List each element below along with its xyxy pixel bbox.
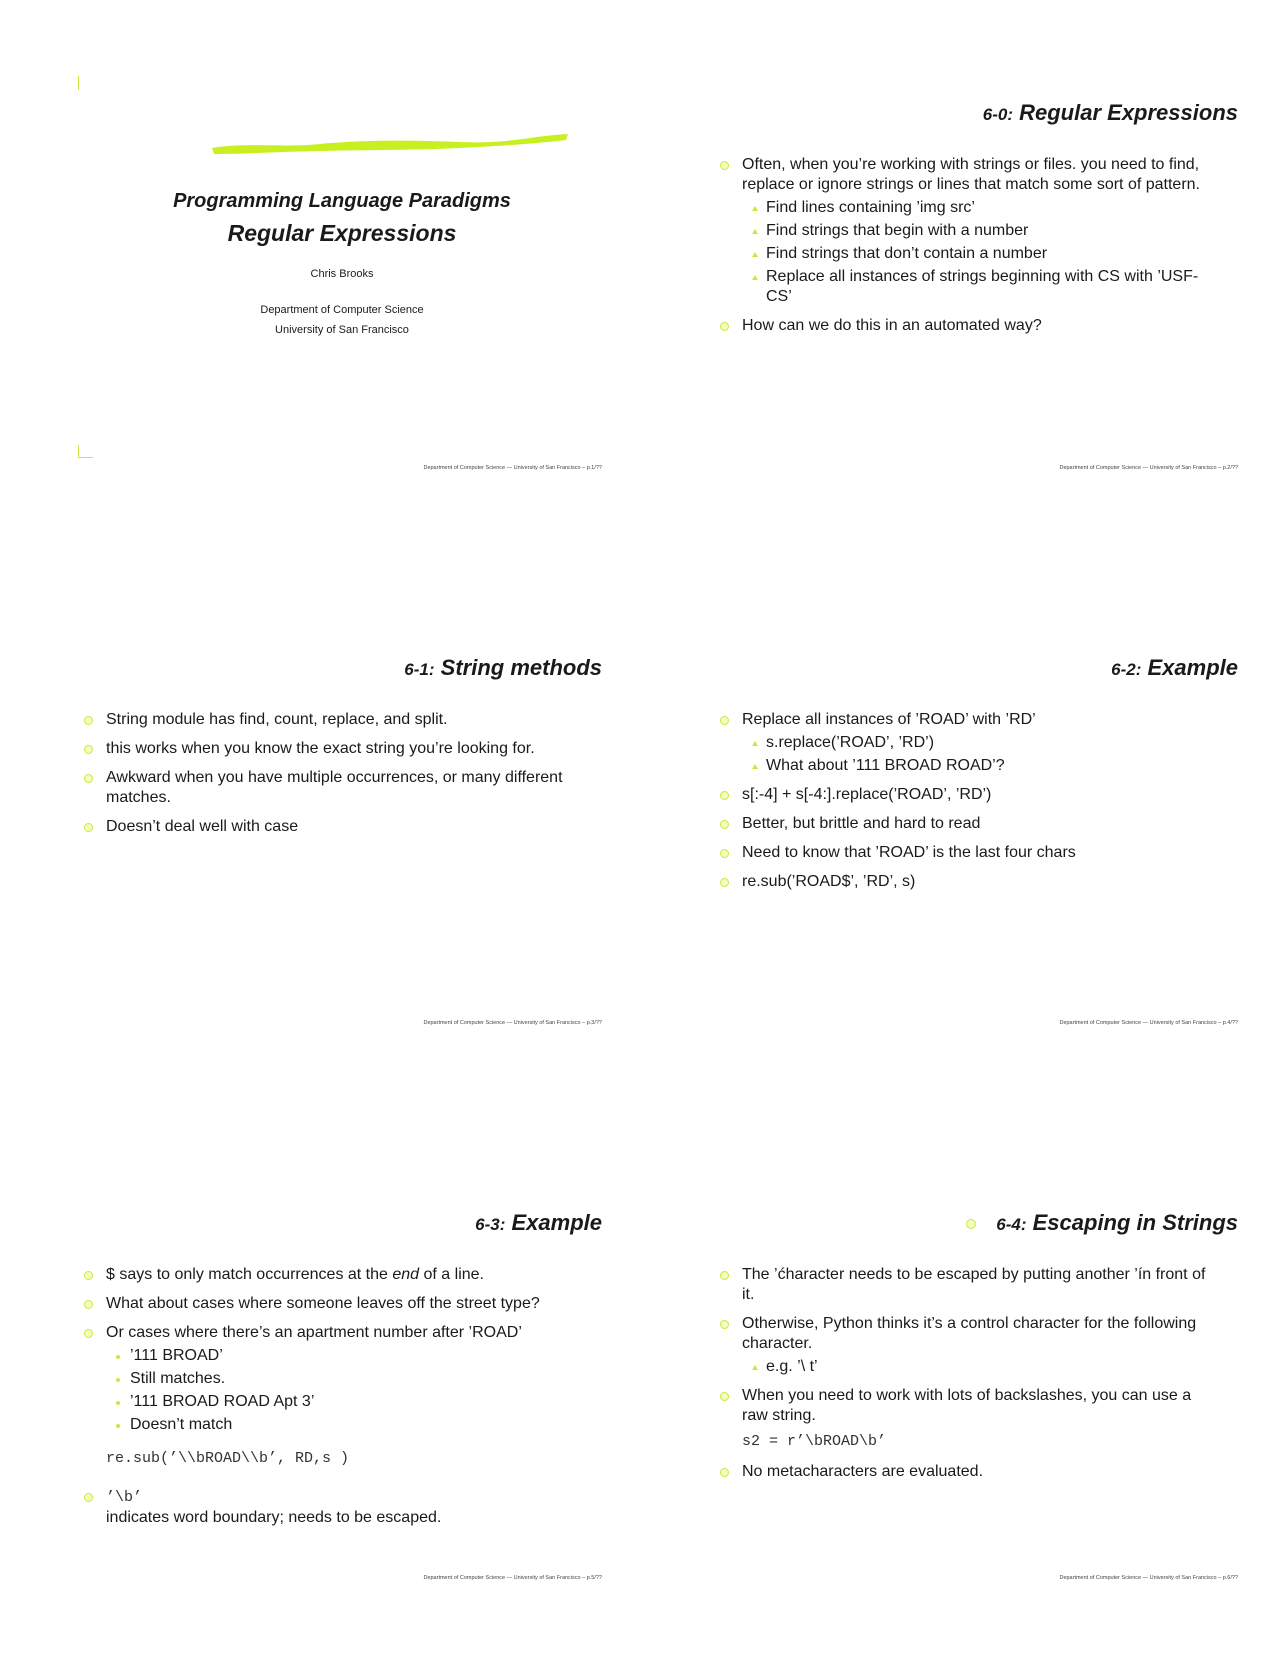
slide-title xyxy=(404,655,602,681)
sub-item: ’111 BROAD’ xyxy=(106,1346,582,1366)
author: Chris Brooks xyxy=(310,268,374,280)
list-item: s[:-4] + s[-4:].replace(’ROAD’, ’RD’) xyxy=(718,785,1218,805)
slide-title xyxy=(1111,655,1238,681)
code-snippet: s2 = r’\bROAD\b’ xyxy=(742,1433,887,1450)
slide-footer: Department of Computer Science — University of San Francisco – p.6/?? xyxy=(1059,1575,1238,1581)
code-snippet: ’\b’ xyxy=(106,1489,143,1506)
list-item: String module has find, count, replace, and split. xyxy=(82,710,582,730)
slide-heading: Example xyxy=(1147,655,1238,680)
slide-number: 6-2: xyxy=(1111,660,1142,679)
slide-heading: Example xyxy=(511,1210,602,1235)
crop-mark-bottom xyxy=(78,445,93,458)
list-item: Or cases where there’s an apartment number after ’ROAD’ ’111 BROAD’ Still matches. ’111 BROAD ROAD Apt 3’ Doesn’t match re.sub(’\\bROAD\\b’, RD,s ) xyxy=(82,1323,582,1469)
sub-item: Find lines containing ’img src’ xyxy=(742,198,1218,218)
department: Department of Computer Science xyxy=(260,304,424,316)
slide-footer: Department of Computer Science — University of San Francisco – p.1/?? xyxy=(423,465,602,471)
slide-footer: Department of Computer Science — University of San Francisco – p.4/?? xyxy=(1059,1020,1238,1026)
slide-footer: Department of Computer Science — University of San Francisco – p.2/?? xyxy=(1059,465,1238,471)
list-item: How can we do this in an automated way? xyxy=(718,316,1218,336)
highlighter-stroke-icon xyxy=(210,132,570,158)
deck-subtitle: Programming Language Paradigms xyxy=(173,190,511,212)
list-item: Otherwise, Python thinks it’s a control character for the following character. e.g. ’\ t’ xyxy=(718,1314,1218,1377)
slide-heading: Regular Expressions xyxy=(1019,100,1238,125)
sub-item: Replace all instances of strings beginning with CS with ’USF-CS’ xyxy=(742,267,1218,307)
title-slide xyxy=(82,70,602,470)
list-item: When you need to work with lots of backslashes, you can use a raw string. s2 = r’\bROAD\b’ xyxy=(718,1386,1218,1452)
slide-6-2 xyxy=(718,625,1238,1025)
slide-6-0 xyxy=(718,70,1238,470)
deck-title: Regular Expressions xyxy=(227,220,457,246)
sub-item: Find strings that begin with a number xyxy=(742,221,1218,241)
list-item: Often, when you’re working with strings or files. you need to find, replace or ignore strings or lines that match some sort of pattern. Find lines containing ’img src’ Find strings that begin with a number Find strings that don’t contain a number Replace all instances of strings beginning with CS with ’USF-CS’ xyxy=(718,155,1218,307)
bullet-list xyxy=(82,710,582,846)
slide-heading: String methods xyxy=(440,655,602,680)
sub-item: Find strings that don’t contain a number xyxy=(742,244,1218,264)
bullet-list xyxy=(82,1265,582,1537)
slide-6-1 xyxy=(82,625,602,1025)
slide-6-3 xyxy=(82,1180,602,1580)
bullet-list xyxy=(718,710,1218,901)
slide-number: 6-1: xyxy=(404,660,435,679)
university: University of San Francisco xyxy=(275,324,409,336)
slide-number: 6-4: xyxy=(996,1215,1027,1234)
slide-title xyxy=(983,100,1238,126)
list-item: ’\b’ indicates word boundary; needs to be escaped. xyxy=(82,1487,582,1528)
slide-heading: Escaping in Strings xyxy=(1032,1210,1238,1235)
slide-footer: Department of Computer Science — University of San Francisco – p.5/?? xyxy=(423,1575,602,1581)
list-item: The ’ćharacter needs to be escaped by putting another ’ín front of it. xyxy=(718,1265,1218,1305)
bullet-icon xyxy=(966,1219,976,1229)
list-item: No metacharacters are evaluated. xyxy=(718,1462,1218,1482)
slide-6-4 xyxy=(718,1180,1238,1580)
sub-item: What about ’111 BROAD ROAD’? xyxy=(742,756,1218,776)
list-item: this works when you know the exact string you’re looking for. xyxy=(82,739,582,759)
list-item: Doesn’t deal well with case xyxy=(82,817,582,837)
sub-item: e.g. ’\ t’ xyxy=(742,1357,1218,1377)
slide-title xyxy=(475,1210,602,1236)
sub-item: Doesn’t match xyxy=(106,1415,582,1435)
sub-item: ’111 BROAD ROAD Apt 3’ xyxy=(106,1392,582,1412)
bullet-list xyxy=(718,1265,1218,1491)
sub-item: s.replace(’ROAD’, ’RD’) xyxy=(742,733,1218,753)
slide-number: 6-0: xyxy=(982,105,1013,124)
list-item: Replace all instances of ’ROAD’ with ’RD’ s.replace(’ROAD’, ’RD’) What about ’111 BROAD ROAD’? xyxy=(718,710,1218,776)
code-snippet: re.sub(’\\bROAD\\b’, RD,s ) xyxy=(106,1450,350,1467)
slide-number: 6-3: xyxy=(475,1215,506,1234)
slide-title xyxy=(966,1210,1238,1236)
list-item: Need to know that ’ROAD’ is the last four chars xyxy=(718,843,1218,863)
list-item: re.sub(’ROAD$’, ’RD’, s) xyxy=(718,872,1218,892)
slide-footer: Department of Computer Science — University of San Francisco – p.3/?? xyxy=(423,1020,602,1026)
list-item: Better, but brittle and hard to read xyxy=(718,814,1218,834)
crop-mark-top xyxy=(78,76,79,90)
sub-item: Still matches. xyxy=(106,1369,582,1389)
list-item: What about cases where someone leaves off the street type? xyxy=(82,1294,582,1314)
list-item: Awkward when you have multiple occurrences, or many different matches. xyxy=(82,768,582,808)
list-item: $ says to only match occurrences at the end of a line. xyxy=(82,1265,582,1285)
bullet-list xyxy=(718,155,1218,345)
